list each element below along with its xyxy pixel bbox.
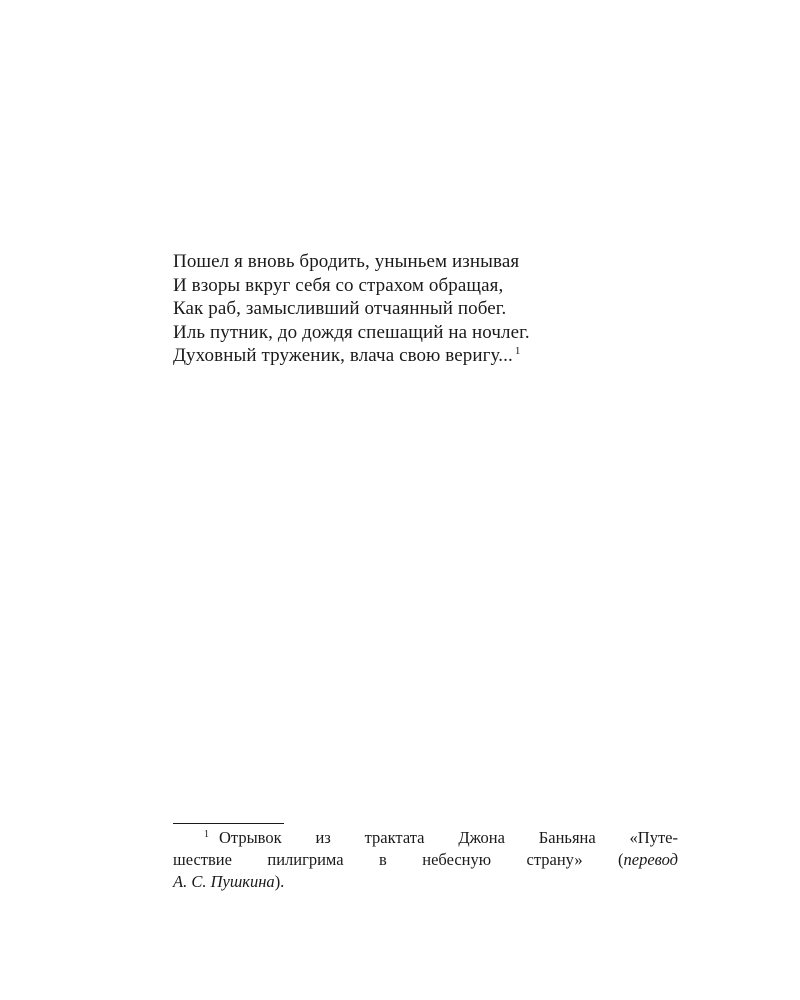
footnote-number: 1 [204, 828, 209, 840]
footnote-line-3 [173, 871, 678, 893]
footnote-text-3-italic: А. С. Пушкина [173, 872, 275, 891]
footnote-text-3: ). [274, 872, 285, 891]
poem-stanza [173, 250, 693, 368]
poem-line-last [173, 344, 693, 368]
footnote-text-2: шествие пилигрима в небесную страну» ( [173, 850, 624, 869]
footnote-text-1: Отрывок из трактата Джона Баньяна «Путе- [219, 828, 678, 847]
poem-line: Как раб, замысливший отчаянный побег. [173, 298, 507, 319]
poem-line: И взоры вкруг себя со страхом обращая, [173, 274, 504, 296]
footnote-reference[interactable]: 1 [514, 344, 521, 357]
footnote-line-2 [173, 849, 678, 871]
poem-line: Иль путник, до дождя спешащий на ночлег. [173, 321, 530, 343]
footnote-text-2-italic: перевод [623, 850, 678, 869]
poem-line-text: Духовный труженик, влача свою веригу... [173, 345, 513, 366]
footnote [173, 827, 678, 893]
footnote-line-1 [173, 827, 678, 849]
footnote-separator [173, 823, 284, 824]
poem-line: Пошел я вновь бродить, уныньем изнывая [173, 251, 520, 272]
